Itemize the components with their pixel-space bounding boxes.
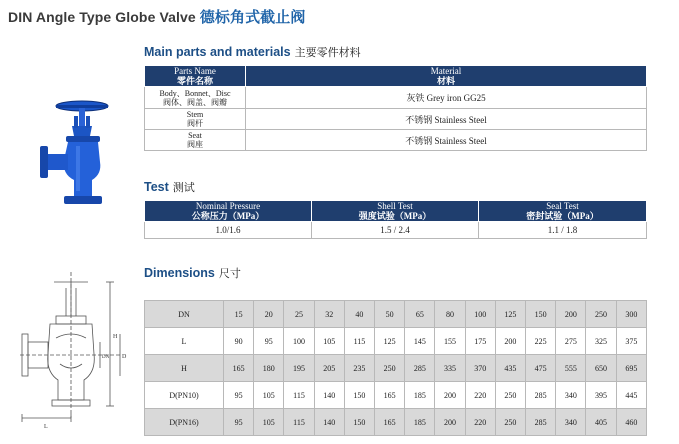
test-col-cn: 公称压力（MPa）	[191, 211, 265, 221]
parts-col-name-en: Parts Name	[174, 66, 216, 76]
dims-cell: 435	[495, 355, 525, 382]
dims-cell: 370	[465, 355, 495, 382]
valve-image	[34, 96, 134, 226]
parts-header-row	[145, 66, 647, 87]
dims-cell: 125	[495, 301, 525, 328]
part-name-en: Seat	[188, 131, 202, 140]
valve-dimension-drawing	[20, 268, 140, 438]
test-value-cell: 1.1 / 1.8	[479, 222, 647, 239]
table-row	[145, 409, 647, 436]
page-title	[8, 6, 305, 27]
dims-cell: 105	[254, 409, 284, 436]
dims-cell: 165	[224, 355, 254, 382]
dims-cell: 105	[254, 382, 284, 409]
table-row	[145, 355, 647, 382]
dims-cell: 185	[405, 409, 435, 436]
test-col-header	[145, 201, 312, 222]
dims-cell: 20	[254, 301, 284, 328]
table-row	[145, 301, 647, 328]
table-row	[145, 130, 647, 151]
test-value-cell: 1.5 / 2.4	[312, 222, 479, 239]
dims-cell: 285	[526, 409, 556, 436]
test-col-cn: 密封试验（MPa）	[526, 211, 599, 221]
dims-cell: 95	[224, 409, 254, 436]
dims-cell: 100	[465, 301, 495, 328]
dims-cell: 405	[586, 409, 616, 436]
material-cell: 不锈钢 Stainless Steel	[246, 130, 647, 151]
material-cell: 灰铁 Grey iron GG25	[246, 87, 647, 109]
dimensions-heading-en: Dimensions	[144, 266, 215, 280]
dims-cell: 195	[284, 355, 314, 382]
dims-row-label: H	[145, 355, 224, 382]
dims-cell: 335	[435, 355, 465, 382]
dims-row-label: DN	[145, 301, 224, 328]
dims-cell: 90	[224, 328, 254, 355]
dims-cell: 80	[435, 301, 465, 328]
material-cell: 不锈钢 Stainless Steel	[246, 109, 647, 130]
dims-cell: 100	[284, 328, 314, 355]
parts-col-material-cn: 材料	[436, 76, 455, 86]
dims-cell: 50	[375, 301, 405, 328]
title-cn: 德标角式截止阀	[199, 9, 306, 26]
parts-heading-en: Main parts and materials	[144, 45, 291, 59]
part-name-cell	[145, 109, 246, 130]
dims-cell: 32	[314, 301, 344, 328]
dims-cell: 115	[284, 409, 314, 436]
dims-cell: 340	[556, 409, 586, 436]
dims-cell: 155	[435, 328, 465, 355]
dims-cell: 375	[616, 328, 646, 355]
test-col-header	[312, 201, 479, 222]
test-col-en: Seal Test	[546, 201, 579, 211]
parts-col-material-header	[246, 66, 647, 87]
dims-cell: 180	[254, 355, 284, 382]
dims-cell: 300	[616, 301, 646, 328]
dims-cell: 150	[344, 409, 374, 436]
parts-col-material-en: Material	[430, 66, 462, 76]
dims-cell: 165	[375, 409, 405, 436]
dims-cell: 205	[314, 355, 344, 382]
test-value-cell: 1.0/1.6	[145, 222, 312, 239]
dims-cell: 185	[405, 382, 435, 409]
dims-cell: 145	[405, 328, 435, 355]
dims-cell: 235	[344, 355, 374, 382]
dims-cell: 445	[616, 382, 646, 409]
dims-cell: 140	[314, 382, 344, 409]
dimensions-table	[144, 300, 647, 436]
dims-cell: 115	[344, 328, 374, 355]
dims-row-label: D(PN10)	[145, 382, 224, 409]
parts-heading	[144, 44, 361, 60]
dims-cell: 200	[435, 382, 465, 409]
test-col-en: Shell Test	[377, 201, 413, 211]
test-col-cn: 强度试验（MPa）	[358, 211, 432, 221]
parts-col-name-header	[145, 66, 246, 87]
table-row	[145, 382, 647, 409]
dims-cell: 200	[556, 301, 586, 328]
dims-cell: 250	[375, 355, 405, 382]
part-name-cn: 阀体、阀盖、阀瓣	[163, 97, 227, 107]
table-row	[145, 222, 647, 239]
dims-cell: 95	[254, 328, 284, 355]
test-col-en: Nominal Pressure	[195, 201, 261, 211]
dim-label-h: H	[113, 334, 118, 340]
dims-cell: 150	[344, 382, 374, 409]
part-name-cell	[145, 130, 246, 151]
part-name-en: Body、Bonnet、Disc	[159, 88, 231, 98]
test-heading-cn: 测试	[172, 182, 195, 194]
dims-cell: 250	[586, 301, 616, 328]
dims-cell: 200	[435, 409, 465, 436]
dims-cell: 555	[556, 355, 586, 382]
dimensions-heading	[144, 265, 241, 281]
dims-cell: 250	[495, 382, 525, 409]
dims-cell: 340	[556, 382, 586, 409]
dim-label-dn: DN	[102, 355, 110, 360]
dims-cell: 225	[526, 328, 556, 355]
test-heading-en: Test	[144, 180, 169, 194]
test-table	[144, 200, 647, 239]
dims-cell: 15	[224, 301, 254, 328]
dims-cell: 475	[526, 355, 556, 382]
dimensions-heading-cn: 尺寸	[218, 268, 241, 280]
dims-cell: 250	[495, 409, 525, 436]
dims-row-label: L	[145, 328, 224, 355]
test-col-header	[479, 201, 647, 222]
table-row	[145, 87, 647, 109]
table-row	[145, 328, 647, 355]
dims-cell: 285	[526, 382, 556, 409]
dims-cell: 220	[465, 382, 495, 409]
part-name-cn: 阀杆	[187, 119, 203, 128]
dims-cell: 460	[616, 409, 646, 436]
dims-cell: 325	[586, 328, 616, 355]
dims-cell: 95	[224, 382, 254, 409]
dim-label-l: L	[44, 424, 48, 430]
dims-cell: 285	[405, 355, 435, 382]
dims-cell: 140	[314, 409, 344, 436]
test-heading	[144, 179, 195, 195]
dims-cell: 275	[556, 328, 586, 355]
dims-cell: 25	[284, 301, 314, 328]
dims-cell: 220	[465, 409, 495, 436]
dims-cell: 695	[616, 355, 646, 382]
dims-row-label: D(PN16)	[145, 409, 224, 436]
table-row	[145, 109, 647, 130]
test-header-row	[145, 201, 647, 222]
dims-cell: 65	[405, 301, 435, 328]
dims-cell: 175	[465, 328, 495, 355]
dims-cell: 650	[586, 355, 616, 382]
parts-heading-cn: 主要零件材料	[294, 47, 361, 59]
dims-cell: 105	[314, 328, 344, 355]
part-name-cell	[145, 87, 246, 109]
parts-table	[144, 65, 647, 151]
dims-cell: 150	[526, 301, 556, 328]
dims-cell: 395	[586, 382, 616, 409]
dims-cell: 115	[284, 382, 314, 409]
parts-col-name-cn: 零件名称	[176, 76, 213, 86]
dims-cell: 200	[495, 328, 525, 355]
part-name-en: Stem	[186, 110, 204, 119]
title-en: DIN Angle Type Globe Valve	[8, 9, 196, 25]
part-name-cn: 阀座	[187, 140, 203, 149]
dims-cell: 40	[344, 301, 374, 328]
dims-cell: 125	[375, 328, 405, 355]
dims-cell: 165	[375, 382, 405, 409]
dim-label-d: D	[122, 354, 127, 360]
